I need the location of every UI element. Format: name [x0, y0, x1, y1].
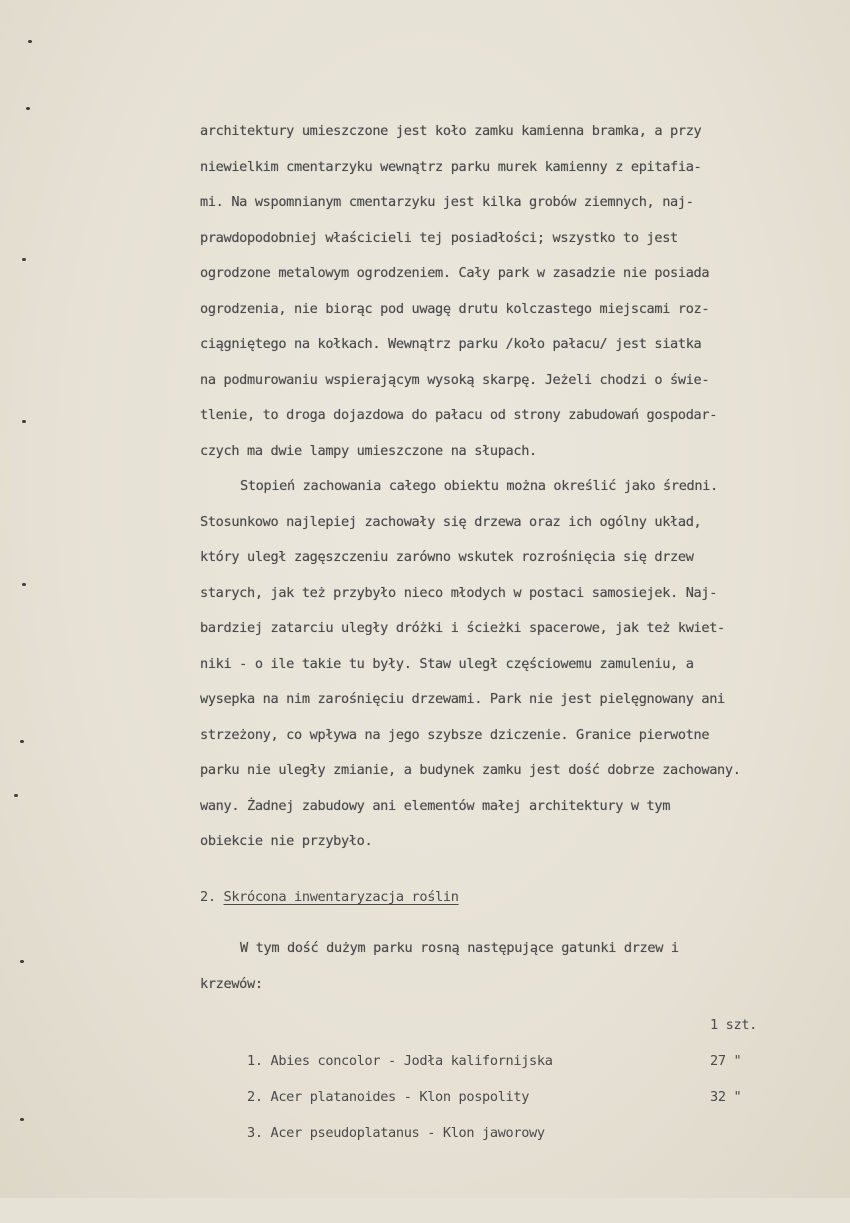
margin-mark	[22, 258, 26, 261]
body-line: który uległ zagęszczeniu zarówno wskutek rozrośnięcia się drzew	[200, 549, 694, 565]
body-line: starych, jak też przybyło nieco młodych w postaci samosiejek. Naj-	[200, 584, 718, 601]
margin-mark	[20, 960, 24, 963]
species-list	[200, 1007, 790, 1141]
body-text	[200, 114, 810, 860]
body-line: prawdopodobniej właścicieli tej posiadłości; wszystko to jest	[200, 229, 678, 246]
species-intro	[200, 931, 810, 1002]
margin-mark	[20, 740, 24, 743]
body-line: niewielkim cmentarzyku wewnątrz parku murek kamienny z epitafia-	[200, 158, 702, 175]
body-line: Stosunkowo najlepiej zachowały się drzewa oraz ich ogólny układ,	[200, 513, 702, 530]
body-line: ogrodzone metalowym ogrodzeniem. Cały park w zasadzie nie posiada	[200, 265, 710, 281]
body-line: wany. Żadnej zabudowy ani elementów małej architektury w tym	[200, 797, 671, 814]
species-label: 1. Abies concolor - Jodła kalifornijska	[247, 1053, 553, 1069]
body-line: parku nie uległy zmianie, a budynek zamku jest dość dobrze zachowany.	[200, 762, 741, 778]
intro-line: W tym dość dużym parku rosną następujące gatunki drzew i	[240, 940, 679, 956]
body-line: mi. Na wspomnianym cmentarzyku jest kilka grobów ziemnych, naj-	[200, 194, 694, 210]
margin-mark	[26, 107, 30, 110]
margin-mark	[20, 1118, 24, 1121]
species-count: 1 szt.	[710, 1017, 758, 1033]
species-label: 2. Acer platanoides - Klon pospolity	[247, 1089, 530, 1105]
section-heading	[200, 880, 459, 915]
body-line: tlenie, to droga dojazdowa do pałacu od strony zabudowań gospodar-	[200, 407, 718, 423]
margin-mark	[14, 794, 18, 797]
species-count: 27 "	[710, 1053, 742, 1069]
species-count: 32 "	[710, 1089, 742, 1105]
section-number: 2.	[200, 889, 216, 905]
intro-line: krzewów:	[200, 975, 263, 992]
species-row	[200, 1079, 790, 1141]
body-line: architektury umieszczone jest koło zamku kamienna bramka, a przy	[200, 123, 702, 139]
body-line: bardziej zatarciu uległy dróżki i ścieżki spacerowe, jak też kwiet-	[200, 620, 725, 636]
body-line: wysepka na nim zarośnięciu drzewami. Park nie jest pielęgnowany ani	[200, 691, 725, 707]
body-line: niki - o ile takie tu były. Staw uległ częściowemu zamuleniu, a	[200, 655, 694, 672]
body-line: czych ma dwie lampy umieszczone na słupach.	[200, 442, 537, 459]
margin-mark	[22, 583, 26, 586]
body-line: strzeżony, co wpływa na jego szybsze dziczenie. Granice pierwotne	[200, 726, 710, 743]
section-title: Skrócona inwentaryzacja roślin	[223, 889, 459, 905]
margin-mark	[28, 40, 32, 43]
margin-mark	[22, 420, 26, 423]
body-line: obiekcie nie przybyło.	[200, 833, 373, 849]
body-line: Stopień zachowania całego obiektu można określić jako średni.	[240, 478, 718, 494]
body-line: na podmurowaniu wspierającym wysoką skarpę. Jeżeli chodzi o świe-	[200, 371, 710, 388]
species-label: 3. Acer pseudoplatanus - Klon jaworowy	[247, 1125, 545, 1141]
body-line: ogrodzenia, nie biorąc pod uwagę drutu kolczastego miejscami roz-	[200, 300, 710, 317]
body-line: ciągniętego na kołkach. Wewnątrz parku /koło pałacu/ jest siatka	[200, 336, 702, 352]
